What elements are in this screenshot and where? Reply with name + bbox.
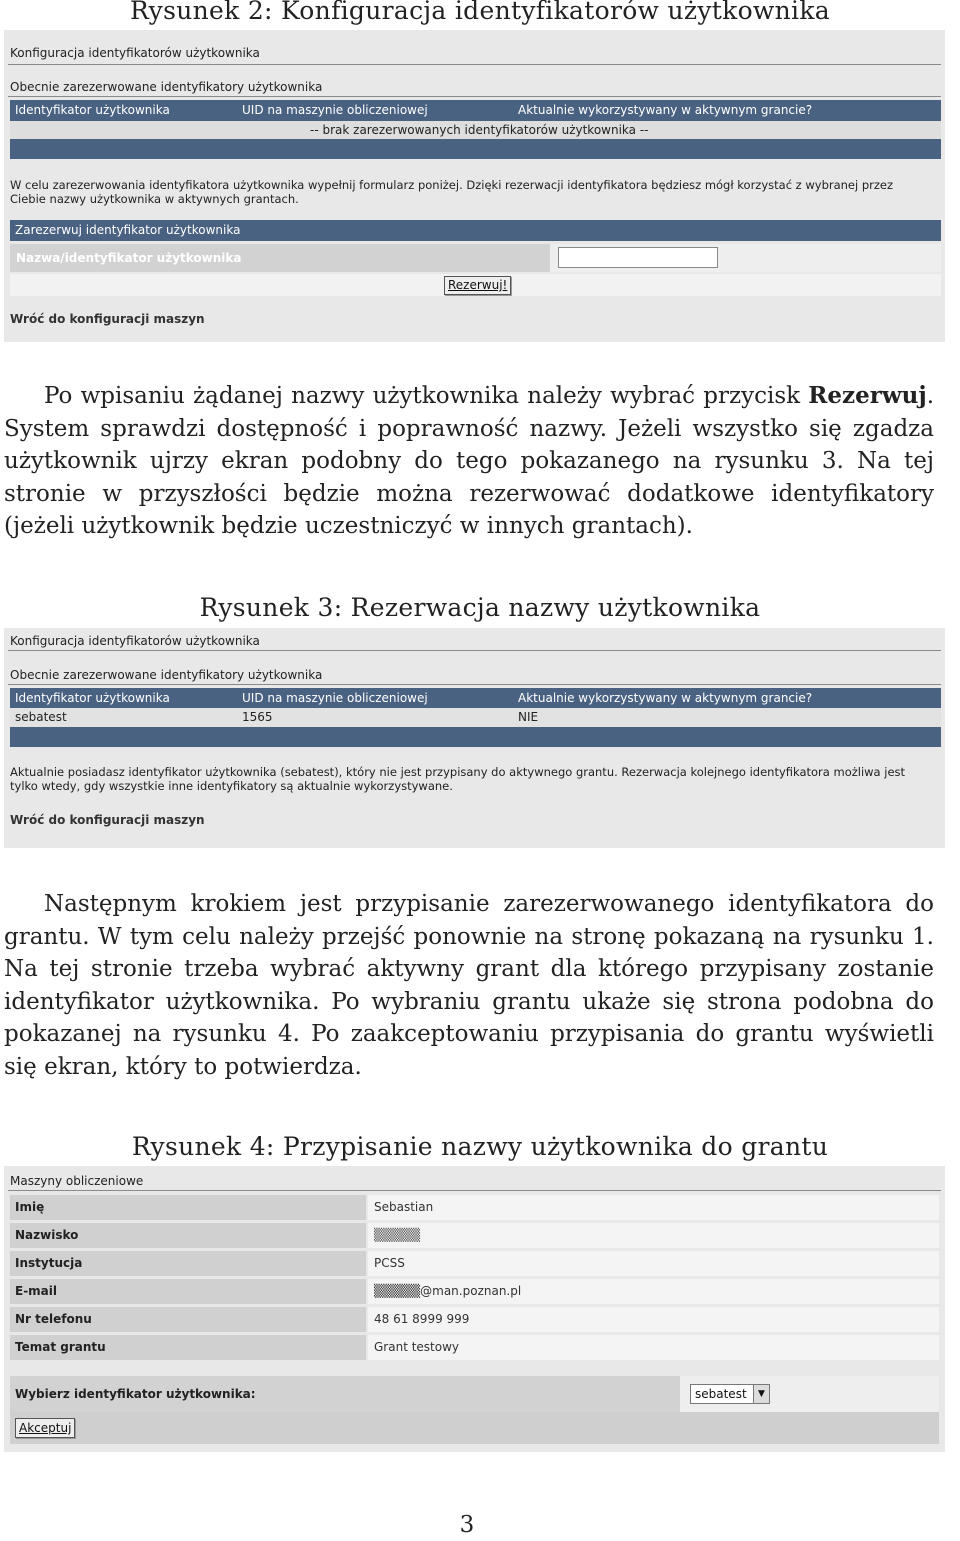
column-header: Identyfikator użytkownika [15,103,170,117]
accept-button[interactable]: Akceptuj [15,1418,75,1438]
detail-label: E-mail [10,1279,366,1304]
column-header: Aktualnie wykorzystywany w aktywnym grancie? [518,691,813,705]
identifier-select[interactable] [690,1384,770,1404]
name-label: Nazwa/identyfikator użytkownika [16,251,242,265]
divider [8,64,941,65]
table-footer [10,139,941,159]
bold-term: Rezerwuj [808,382,927,409]
info-text: Aktualnie posiadasz identyfikator użytkownika (sebatest), który nie jest przypisany do aktywnego grantu. Rezerwacja kolejnego identyfikatora możliwa jest tylko wtedy, gdy wszystkie inne identyfikatory są aktualnie wykorzystywane. [10,765,906,793]
screenshot-reserve-identifier [4,30,945,342]
figure-caption: Rysunek 3: Rezerwacja nazwy użytkownika [199,593,761,622]
panel-title: Konfiguracja identyfikatorów użytkownika [10,634,260,648]
screenshot-identifier-reserved [4,628,945,848]
column-header: Identyfikator użytkownika [15,691,170,705]
screenshot-assign-to-grant [4,1166,945,1452]
detail-label: Temat grantu [10,1335,366,1360]
column-header: UID na maszynie obliczeniowej [242,103,428,117]
divider [8,1190,941,1191]
detail-label: Instytucja [10,1251,366,1276]
table-footer [10,727,941,747]
divider [8,96,941,97]
section-title: Obecnie zarezerwowane identyfikatory użytkownika [10,668,323,682]
select-row [10,1376,939,1412]
panel-title: Maszyny obliczeniowe [10,1174,144,1188]
detail-row [10,1195,939,1222]
username-input[interactable] [558,247,718,268]
figure-caption: Rysunek 2: Konfiguracja identyfikatorów użytkownika [130,0,830,25]
detail-label: Imię [10,1195,366,1220]
table-header [10,688,941,708]
empty-message: -- brak zarezerwowanych identyfikatorów użytkownika -- [310,123,649,137]
detail-label: Nazwisko [10,1223,366,1248]
detail-value-redacted: ▒▒▒▒▒ [368,1223,939,1248]
detail-value: PCSS [368,1251,939,1276]
column-header: UID na maszynie obliczeniowej [242,691,428,705]
detail-label: Nr telefonu [10,1307,366,1332]
column-header: Aktualnie wykorzystywany w aktywnym grancie? [518,103,813,117]
uid-cell: 1565 [242,710,273,724]
section-title: Obecnie zarezerwowane identyfikatory użytkownika [10,80,323,94]
form-row [10,244,941,272]
page-number: 3 [459,1512,475,1538]
paragraph-text: Następnym krokiem jest przypisanie zarezerwowanego identyfikatora do grantu. W tym celu należy przejść ponownie na stronę pokazaną na rysunku 1. Na tej stronie trzeba wybrać aktywny grant dla którego przypisany zostanie identyfikator użytkownika. Po wybraniu grantu ukaże się strona podobna do pokazanej na rysunku 4. Po zaakceptowaniu przypisania do grantu wyświetli się ekran, który to potwierdza. [4,891,934,1080]
reserve-button[interactable]: Rezerwuj! [444,276,511,295]
detail-row [10,1251,939,1278]
detail-value: Grant testowy [368,1335,939,1360]
table-header [10,100,941,121]
select-value: sebatest [695,1387,747,1401]
back-to-machines-link[interactable]: Wróć do konfiguracji maszyn [10,813,205,827]
table-row [10,708,941,727]
in-use-cell: NIE [518,710,539,724]
back-to-machines-link[interactable]: Wróć do konfiguracji maszyn [10,312,205,326]
form-title: Zarezerwuj identyfikator użytkownika [15,223,241,237]
detail-value: Sebastian [368,1195,939,1220]
paragraph [4,888,934,1083]
form-header [10,220,941,241]
divider [8,684,941,685]
info-text: W celu zarezerwowania identyfikatora użytkownika wypełnij formularz poniżej. Dzięki rezerwacji identyfikatora będziesz mógł korzystać z wybranej przez Ciebie nazwy użytkownika w aktywnych grantach. [10,178,894,206]
detail-row [10,1279,939,1306]
detail-value: 48 61 8999 999 [368,1307,939,1332]
detail-row [10,1307,939,1334]
detail-value: ▒▒▒▒▒@man.poznan.pl [368,1279,939,1304]
paragraph [4,380,934,543]
paragraph-text: Po wpisaniu żądanej nazwy użytkownika należy wybrać przycisk [44,383,809,409]
empty-row [10,121,941,139]
detail-row [10,1223,939,1250]
identifier-cell: sebatest [15,710,67,724]
detail-row [10,1335,939,1362]
paragraph-text: . System sprawdzi dostępność i poprawność nazwy. Jeżeli wszystko się zgadza użytkownik ujrzy ekran podobny do tego pokazanego na rysunku 3. Na tej stronie w przyszłości będzie można rezerwować dodatkowe identyfikatory (jeżeli użytkownik będzie uczestniczyć w innych grantach). [4,383,934,539]
divider [8,650,941,651]
select-label: Wybierz identyfikator użytkownika: [15,1387,256,1401]
button-row [10,1412,939,1444]
chevron-down-icon[interactable]: ▼ [753,1385,769,1403]
figure-caption: Rysunek 4: Przypisanie nazwy użytkownika do grantu [131,1132,829,1161]
panel-title: Konfiguracja identyfikatorów użytkownika [10,46,260,60]
